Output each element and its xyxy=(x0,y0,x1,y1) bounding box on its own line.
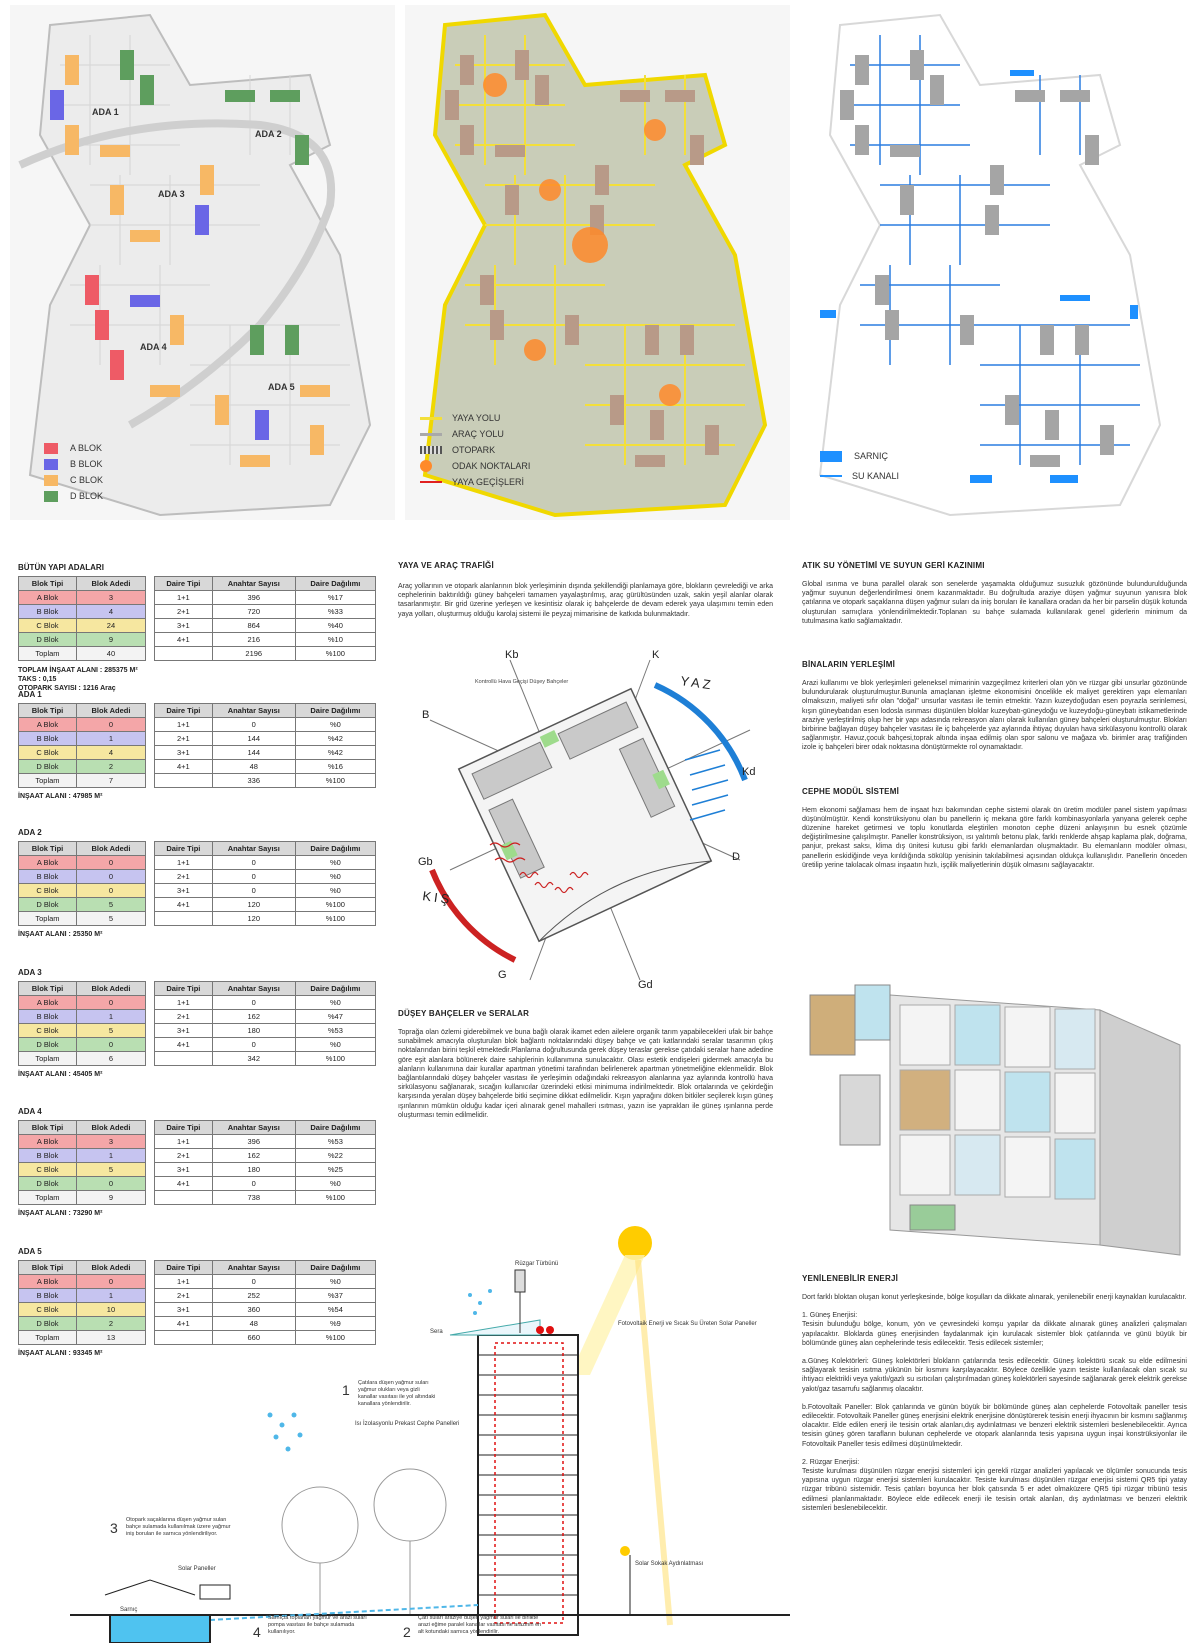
cell: %47 xyxy=(295,1010,375,1024)
cell: A Blok xyxy=(19,718,77,732)
legend-swatch-c xyxy=(44,475,58,486)
cell: 1+1 xyxy=(155,718,213,732)
cell: %0 xyxy=(295,996,375,1010)
cell xyxy=(155,912,213,926)
cell: A Blok xyxy=(19,856,77,870)
cell: 0 xyxy=(76,996,145,1010)
col-header: Daire Tipi xyxy=(155,842,213,856)
cell: C Blok xyxy=(19,1303,77,1317)
facade-title: CEPHE MODÜL SİSTEMİ xyxy=(802,786,899,796)
cell: %16 xyxy=(295,760,375,774)
step-3-text: Otopark saçaklarına düşen yağmur suları bahçe sulamada kullanılmak üzere yağmur iniş boruları ile sarnıca yönlendiriliyor. xyxy=(126,1517,231,1537)
cell: 0 xyxy=(212,884,295,898)
step-4-text: Sarnıçta toplanan yağmur ve arazi suları pompa vasıtası ile bahçe sulamada kullanılıyor. xyxy=(268,1615,367,1635)
water-plan xyxy=(800,5,1185,520)
area-note: İNŞAAT ALANI : 45405 M² xyxy=(18,1071,103,1078)
traffic-title: YAYA VE ARAÇ TRAFİĞİ xyxy=(398,561,494,570)
block-table xyxy=(18,703,146,788)
cell: %9 xyxy=(295,1317,375,1331)
block-type-legend xyxy=(44,440,103,504)
cell: 1 xyxy=(76,1010,145,1024)
cell: %0 xyxy=(295,1177,375,1191)
cell: 660 xyxy=(212,1331,295,1345)
cell: %10 xyxy=(295,633,375,647)
cell: C Blok xyxy=(19,619,77,633)
col-header: Anahtar Sayısı xyxy=(212,982,295,996)
col-header: Blok Adedi xyxy=(76,577,145,591)
legend-swatch-d xyxy=(44,491,58,502)
cell: 4+1 xyxy=(155,898,213,912)
winter-label: KIŞ xyxy=(421,888,454,908)
cell: %100 xyxy=(295,1331,375,1345)
cell: %100 xyxy=(295,898,375,912)
cell: 2 xyxy=(76,760,145,774)
cell: 2+1 xyxy=(155,732,213,746)
cell: %33 xyxy=(295,605,375,619)
col-header: Anahtar Sayısı xyxy=(212,577,295,591)
cell: Toplam xyxy=(19,1191,77,1205)
step-3-num: 3 xyxy=(110,1520,118,1536)
facade-module-illustration xyxy=(800,975,1190,1265)
cell: 4+1 xyxy=(155,1317,213,1331)
cell: 720 xyxy=(212,605,295,619)
col-header: Daire Tipi xyxy=(155,704,213,718)
cell: 2+1 xyxy=(155,1149,213,1163)
cell: 9 xyxy=(76,1191,145,1205)
table-title: ADA 3 xyxy=(18,968,42,977)
cell: A Blok xyxy=(19,1275,77,1289)
cell: 3+1 xyxy=(155,1024,213,1038)
cell: 48 xyxy=(212,1317,295,1331)
cell: B Blok xyxy=(19,1289,77,1303)
cell: 4+1 xyxy=(155,1177,213,1191)
parking-count: OTOPARK SAYISI : 1216 Araç xyxy=(18,685,116,692)
step-2-num: 2 xyxy=(403,1624,411,1640)
cell: 2+1 xyxy=(155,870,213,884)
renew-text-4: b.Fotovoltaik Paneller: Blok çatılarında ve günün büyük bir bölümünde güneş alan cephelerde Fotovoltaik paneller tesis edilecektir. Fotovoltaik Paneller güneş enerjisini elektrik enerjisine dönüştürerek tesisin enerji ihyacının bir kısmını sağlanmış olacaktır. Elde edilen enerji ile tesisin ortak alanları,dış aydınlatması ve benzeri elektrik sistemleri beslenebilecektir. Ayrıca tesisin güneş gören tarafların bulunan cephelerde ve otopark alanlarında tesis yapısına uygun inşai konstrüksiyonlar ile Fotovoltaik Paneller tesis edilmesi düşünülmektedir. xyxy=(802,1403,1187,1448)
col-header: Daire Dağılımı xyxy=(295,704,375,718)
cell: B Blok xyxy=(19,870,77,884)
cell: 0 xyxy=(76,1038,145,1052)
cell: D Blok xyxy=(19,633,77,647)
placement-text: Arazi kullanımı ve blok yerleşimleri geleneksel mimarinin vazgeçilmez kriterleri olan yön ve rüzgar gibi unsurlar gözönünde bulundurularak oluşturulmuştur.Bununla amaçlanan işletme ekonomisini öncelikle ek maliyet gerektiren yapı elemanları olmaksızın, maliyeti sıfır olan "doğal" unsurlar vasıtası ile temin etmektir. Yazın kuzeydoğudan esen poyrazla serinlemesi, kışın güneybatıdan esen lodosla ısınması düşünülen bloklar kuzeybatı-güneydoğu ve kuzeydoğu-güneybatı istikametlerinde araziye yerleştirilmiş olup her bir yapı adasında rekreasyon alanı olarak kullanılan güney bahçeleri oluşturulmuştur. Blokları birbirine bağlayan düşey bahçeler vasıtası ile iç bahçelerde yaz aylarında ihtiyaç duyulan hava sirkülasyonu kontrollü olarak sağlanmıştır. Havuz,çocuk bahçesi,toprak altında inşaa edilmiş olan spor salonu ve mağaza vb. birimler araç trafiğinden izole iç bahçeleri birer odak noktasına dönüştürmekte rol oynamaktadır. xyxy=(802,680,1187,752)
cell: 4 xyxy=(76,746,145,760)
cell: 3 xyxy=(76,591,145,605)
water-legend xyxy=(820,444,899,484)
dir-b: B xyxy=(422,709,430,721)
label-cistern: Sarnıç xyxy=(120,1607,138,1613)
cell: %54 xyxy=(295,1303,375,1317)
cell: 5 xyxy=(76,1024,145,1038)
cell: C Blok xyxy=(19,1163,77,1177)
cell: D Blok xyxy=(19,1317,77,1331)
cell: %53 xyxy=(295,1135,375,1149)
table-title-all: BÜTÜN YAPI ADALARI xyxy=(18,563,104,572)
block-table xyxy=(18,981,146,1066)
cell: %53 xyxy=(295,1024,375,1038)
water-section-diagram xyxy=(70,1225,790,1643)
placement-title: BİNALARIN YERLEŞİMİ xyxy=(802,660,895,670)
cell: 0 xyxy=(76,1275,145,1289)
table-title: ADA 4 xyxy=(18,1107,42,1116)
table-section-ada3 xyxy=(18,968,376,1078)
cell: 0 xyxy=(76,884,145,898)
table-section-ada1 xyxy=(18,690,376,800)
cell: 216 xyxy=(212,633,295,647)
cell: 9 xyxy=(76,633,145,647)
col-header: Blok Adedi xyxy=(76,1261,145,1275)
map-label-ada1: ADA 1 xyxy=(92,107,119,117)
cell: 0 xyxy=(76,718,145,732)
area-note: İNŞAAT ALANI : 25350 M² xyxy=(18,931,103,938)
cell: 1+1 xyxy=(155,996,213,1010)
cell: 162 xyxy=(212,1149,295,1163)
cell: 738 xyxy=(212,1191,295,1205)
cell: 252 xyxy=(212,1289,295,1303)
site-plans-row xyxy=(0,0,1200,530)
cell: 5 xyxy=(76,912,145,926)
traffic-text: Araç yollarının ve otopark alanlarının blok yerleşiminin dışında şekillendiği planlamaya göre, blokların çevrelediği ve arka cephelerinin baktırıldığı güney bahçeleri tamamen yayalaştırılmış, araç gürültüsünden uzak, sakin yeşil alanlar olarak tasarlanmıştır. Bir grid üzerine yerleşen ve kesintisiz olarak iç bahçelerde de devam ederek yaya ulaşımını temin eden yaya yolları, oluşturmuş olduğu karolaj sistemi ile peyzaj mimarisine de katkıda bulunmaktadır. xyxy=(398,583,773,618)
vertical-text: Toprağa olan özlemi giderebilmek ve buna bağlı olarak ikamet eden ailelere organik tarım yapabilecekleri ufak bir bahçe sunabilmek amacıyla oluşturulan blok bağlantı noktalarındaki düşey bahçe ve çatı katlarındaki seralar tasarımın çıkış noktalarından birini teşkil etmektedir.Planlama doğrultusunda gerek düşey teraslar gerekse çatıdaki seralar hane adedine göre eşit alanlara bölünerek daire sahiplerinin kullanımına sunulacaktır. Olası estetik endişeleri gidermek amacıyla bu alanların kullanımına dair kurallar apartman yönetimi tarafından belirlenerek apartman yönetmeliğine eklenmelidir. Blok bağlantılarındaki düşey bahçeler vasıtası ile yerleşimin odağındaki rekreasyon alanlarına yaz aylarında kontrollü hava sirkülasyonu sağlanarak, sıcağın kullanıcılar üzerindeki etkisi minimuma indirilmektedir. Blok ortalarında ve çekirdeğin karşısında yeralan düşey bahçelerde bitki seçimine dikkat edilmelidir. Kışın yaprağını döken bitkiler seçilerek kışın güneş ışınlarının mümkün olduğu kadar içeri alınarak genel mahalleri ısıtması, yazın ise yaprakları ile güneş ışınlarına perde oluşturması temin edilmelidir. xyxy=(398,1029,773,1119)
unit-table xyxy=(154,841,376,926)
cell xyxy=(155,1052,213,1066)
col-header: Daire Dağılımı xyxy=(295,1261,375,1275)
cell: Toplam xyxy=(19,774,77,788)
cell: B Blok xyxy=(19,1149,77,1163)
cell: D Blok xyxy=(19,1177,77,1191)
legend-swatch-b xyxy=(44,459,58,470)
dir-kd: Kd xyxy=(742,766,756,778)
middle-column xyxy=(398,561,773,619)
cell: 360 xyxy=(212,1303,295,1317)
cell: %100 xyxy=(295,774,375,788)
cell: 5 xyxy=(76,898,145,912)
cell: 48 xyxy=(212,760,295,774)
cell: Toplam xyxy=(19,1331,77,1345)
cell: 1+1 xyxy=(155,1275,213,1289)
label-turbine: Rüzgar Türbünü xyxy=(515,1261,559,1267)
summer-label: YAZ xyxy=(679,673,715,693)
step-4-num: 4 xyxy=(253,1624,261,1640)
cell: %40 xyxy=(295,619,375,633)
unit-table xyxy=(154,981,376,1066)
cell: %0 xyxy=(295,856,375,870)
col-header: Blok Tipi xyxy=(19,1261,77,1275)
cell: 0 xyxy=(212,718,295,732)
unit-table xyxy=(154,1120,376,1205)
map-label-ada2: ADA 2 xyxy=(255,129,282,139)
dir-gb: Gb xyxy=(418,856,433,868)
cell: 4 xyxy=(76,605,145,619)
step-2-text: Çatı suları araziye düşen yağmur suları ile birlikte arazi eğime paralel kanallar vasıtası ile arazinin en alt kotundaki sarnıca yönlendirilir. xyxy=(418,1615,542,1635)
renewable-energy xyxy=(802,1274,1187,1513)
cell: 4+1 xyxy=(155,633,213,647)
cell: 2+1 xyxy=(155,605,213,619)
cell: 2 xyxy=(76,1317,145,1331)
traffic-legend xyxy=(420,410,530,490)
cell: 3+1 xyxy=(155,619,213,633)
cell: 1+1 xyxy=(155,1135,213,1149)
facade-text: Hem ekonomi sağlaması hem de inşaat hızı bakımından cephe sistemi olarak ön üretim modüler panel sistem yapılması düşünülmüştür. Kendi konstrüksiyonu olan bu panellerin iç mekana göre farklı kombinasyonlarla yanyana gelerek cephe düzenine hareket getirmesi ve toplu konutlarda eleştirilen monoton cephe düzeni anlayışının bu esnek çözümle değiştirilmesine çalışılmıştır. Paneller konstrüksiyon, ısı yalıtımlı betonu plak, farklı renklerde ahşap kaplama plak, doğrama, panjur, prekast saksı, klima dış ünitesi kutusu gibi farklı elemanlardan oluşmaktadır. Bu elemanların modüler olması, panellerin eskidiğinde veya kırıldığında sökülüp yenisinin takılabilmesi açısından oldukça kullanışlıdır. Panellerin önceden üretilip yerine takılacak olması inşaatın hızlı, işçilik maliyetlerinin düşük olmasını sağlayacaktır. xyxy=(802,806,1187,869)
orientation-diagram xyxy=(418,649,770,991)
cell: 2+1 xyxy=(155,1010,213,1024)
cell: 120 xyxy=(212,912,295,926)
col-header: Blok Tipi xyxy=(19,982,77,996)
renew-text-5: 2. Rüzgar Enerjisi: xyxy=(802,1458,860,1466)
cell: 4+1 xyxy=(155,760,213,774)
table-title: ADA 2 xyxy=(18,828,42,837)
renew-text-0: Dort farklı bloktan oluşan konut yerleşkesinde, bölge koşulları da dikkate alınarak, yenilenebilir enerji kaynakları kurulacaktır. xyxy=(802,1294,1187,1301)
cell: %0 xyxy=(295,1275,375,1289)
dir-kb: Kb xyxy=(505,649,519,661)
cell: 120 xyxy=(212,898,295,912)
label-solar-panels: Solar Paneller xyxy=(178,1566,216,1572)
airflow-note: Kontrollü Hava Geçişi Düşey Bahçeler xyxy=(475,679,569,685)
cell: 4+1 xyxy=(155,1038,213,1052)
cell: Toplam xyxy=(19,1052,77,1066)
col-header: Daire Dağılımı xyxy=(295,982,375,996)
renew-text-2: Tesisin bulunduğu bölge, konum, yön ve çevresindeki komşu yapılar da dikkate alınarak güneş analizleri çalışmaları yapılacaktır. Bloklarda güneş enerjisinden faydalanmak için kurulacak sistemler blok çatılarında ve günü büyük bir bölümünde güneş alan cephelerinde tesis edilecektir. Tesis edilecek sistemler; xyxy=(802,1321,1187,1347)
cell: %100 xyxy=(295,1191,375,1205)
legend-label: SU KANALI xyxy=(852,471,900,481)
col-header: Daire Dağılımı xyxy=(295,1121,375,1135)
cell: 13 xyxy=(76,1331,145,1345)
cell: 3+1 xyxy=(155,746,213,760)
dir-k: K xyxy=(652,649,660,661)
sun-icon xyxy=(618,1226,652,1260)
col-header: Daire Tipi xyxy=(155,1121,213,1135)
area-note: İNŞAAT ALANI : 47985 M² xyxy=(18,793,103,800)
cell: 0 xyxy=(76,856,145,870)
cell: 6 xyxy=(76,1052,145,1066)
col-header: Daire Tipi xyxy=(155,982,213,996)
cell: %100 xyxy=(295,912,375,926)
map-label-ada5: ADA 5 xyxy=(268,382,295,392)
area-note: İNŞAAT ALANI : 93345 M² xyxy=(18,1350,103,1357)
cell: Toplam xyxy=(19,647,77,661)
col-header: Anahtar Sayısı xyxy=(212,704,295,718)
col-header: Blok Tipi xyxy=(19,842,77,856)
col-header: Anahtar Sayısı xyxy=(212,842,295,856)
cell: A Blok xyxy=(19,996,77,1010)
cell: 162 xyxy=(212,1010,295,1024)
legend-label: C BLOK xyxy=(70,475,104,485)
legend-label: OTOPARK xyxy=(452,445,496,455)
cell: 0 xyxy=(212,856,295,870)
cell: %100 xyxy=(295,1052,375,1066)
cell: 0 xyxy=(212,996,295,1010)
dir-gd: Gd xyxy=(638,979,653,991)
col-header: Blok Tipi xyxy=(19,577,77,591)
total-area: TOPLAM İNŞAAT ALANI : 285375 M² xyxy=(18,667,138,674)
map-label-ada3: ADA 3 xyxy=(158,189,185,199)
waste-title: ATIK SU YÖNETİMİ VE SUYUN GERİ KAZINIMI xyxy=(802,561,985,570)
col-header: Blok Tipi xyxy=(19,704,77,718)
unit-table-all xyxy=(154,576,376,661)
cell: 0 xyxy=(212,870,295,884)
label-pv: Fotovoltaik Enerji ve Sıcak Su Üreten Solar Paneller xyxy=(618,1321,757,1327)
col-header: Daire Dağılımı xyxy=(295,842,375,856)
cell: 0 xyxy=(212,1038,295,1052)
cell: B Blok xyxy=(19,605,77,619)
hatch-icon xyxy=(420,446,442,454)
cell xyxy=(155,1191,213,1205)
cell: C Blok xyxy=(19,1024,77,1038)
table-title: ADA 5 xyxy=(18,1247,42,1256)
cell: 3+1 xyxy=(155,1303,213,1317)
red-arrow-icon xyxy=(420,481,442,483)
cell: 180 xyxy=(212,1024,295,1038)
block-table xyxy=(18,1120,146,1205)
col-header: Anahtar Sayısı xyxy=(212,1261,295,1275)
cell: 396 xyxy=(212,1135,295,1149)
renew-text-1: 1. Güneş Enerjisi: xyxy=(802,1312,858,1320)
col-header: Daire Dağılımı xyxy=(295,577,375,591)
legend-label: YAYA YOLU xyxy=(452,413,501,423)
cell: C Blok xyxy=(19,746,77,760)
blue-block-icon xyxy=(820,451,842,462)
legend-label: A BLOK xyxy=(70,443,103,453)
cell: 2+1 xyxy=(155,1289,213,1303)
cell xyxy=(155,647,213,661)
cell: %0 xyxy=(295,870,375,884)
cell: D Blok xyxy=(19,1038,77,1052)
cell: 3+1 xyxy=(155,1163,213,1177)
label-greenhouse: Sera xyxy=(430,1329,443,1335)
grey-line-icon xyxy=(420,433,442,436)
area-note: İNŞAAT ALANI : 73290 M² xyxy=(18,1210,103,1217)
cell: 24 xyxy=(76,619,145,633)
cell: 0 xyxy=(76,1177,145,1191)
cell: 0 xyxy=(76,870,145,884)
cell: D Blok xyxy=(19,898,77,912)
cell: %0 xyxy=(295,884,375,898)
cell: 1+1 xyxy=(155,856,213,870)
renew-title: YENİLENEBİLİR ENERJİ xyxy=(802,1274,899,1283)
vertical-title: DÜŞEY BAHÇELER ve SERALAR xyxy=(398,1009,530,1018)
cell: 180 xyxy=(212,1163,295,1177)
taks: TAKS : 0,15 xyxy=(18,676,57,683)
cell: 40 xyxy=(76,647,145,661)
cell: B Blok xyxy=(19,732,77,746)
cell: 2196 xyxy=(212,647,295,661)
unit-table xyxy=(154,703,376,788)
map-label-ada4: ADA 4 xyxy=(140,342,167,352)
cell: 144 xyxy=(212,746,295,760)
label-precast: Isı İzolasyonlu Prekast Cephe Panelleri xyxy=(355,1421,460,1427)
cell: 1 xyxy=(76,732,145,746)
label-street-light: Solar Sokak Aydınlatması xyxy=(635,1561,704,1567)
legend-label: YAYA GEÇİŞLERİ xyxy=(452,477,525,487)
cell: 336 xyxy=(212,774,295,788)
legend-label: SARNIÇ xyxy=(854,451,889,461)
cell: %22 xyxy=(295,1149,375,1163)
col-header: Blok Adedi xyxy=(76,982,145,996)
renew-text-6: Tesiste kurulması düşünülen rüzgar enerjisi sistemleri için gerekli rüzgar analizleri yapılacak ve ölçümler sonucunda tesis yapısına uygun rüzgar enerjisi sistemleri kurulacaktır. Tesiste kurulması düşünülen rüzgar enerjisi sistemi QR5 tipi yatay rüzgar tribünü sistemidir. Tesis çatıları boyunca her blok çatısında 5 er adet olmaküzere QR5 tipi rüzgar tribünü tesis edilmesi planlanmaktadır. Böylece elde edilecek enerji ile tesisin ortak alanları, dış aydınlatması ve benzeri elektrik sistemleri beslenebilecektir. xyxy=(802,1468,1187,1512)
yellow-line-icon xyxy=(420,417,442,420)
cell: %17 xyxy=(295,591,375,605)
col-header: Blok Adedi xyxy=(76,842,145,856)
cell: %100 xyxy=(295,647,375,661)
cell: %42 xyxy=(295,746,375,760)
vertical-gardens xyxy=(398,1009,773,1120)
cell: 5 xyxy=(76,1163,145,1177)
legend-swatch-a xyxy=(44,443,58,454)
cell: 342 xyxy=(212,1052,295,1066)
cell: %42 xyxy=(295,732,375,746)
waste-text: Global ısınma ve buna parallel olarak son senelerde yaşamakta olduğumuz susuzluk gözönünde bulundurulduğunda yağmur suyunun değerlendirilmesi önem kazanmaktadır. Bu doğrultuda araziye düşen yağmur suyunun yanısıra blok çatılarına ve otopark saçaklarına düşen yağmur suları da iniş boruları ile kanallara oradan da her bir parselin düşük kotunda oluşturulan sarnıçlara yönlendirilmektedir.Toplanan su bahçe sulamada kullanılarak genel giderlerin minimum da tutulmasına katkı sağlamaktadır. xyxy=(802,581,1187,625)
cell: 0 xyxy=(212,1177,295,1191)
dir-d: D xyxy=(732,851,740,863)
step-1-num: 1 xyxy=(342,1382,350,1398)
cell: %0 xyxy=(295,718,375,732)
cell: 396 xyxy=(212,591,295,605)
cell: %25 xyxy=(295,1163,375,1177)
cell: Toplam xyxy=(19,912,77,926)
cell: B Blok xyxy=(19,1010,77,1024)
cell: 144 xyxy=(212,732,295,746)
cell: 3+1 xyxy=(155,884,213,898)
table-section-ada2 xyxy=(18,828,376,938)
legend-label: B BLOK xyxy=(70,459,103,469)
cell: D Blok xyxy=(19,760,77,774)
step-1-text: Çatılara düşen yağmur suları yağmur olukları veya gizli kanallar vasıtası ile yol altındaki kanallara yönlendirilir. xyxy=(358,1380,436,1407)
cell: 1+1 xyxy=(155,591,213,605)
cell: 7 xyxy=(76,774,145,788)
renew-text-3: a.Güneş Kolektörleri: Güneş kolektörleri blokların çatılarında tesis edilecektir. Güneş kolektörü sıcak su elde edilmesini sağlayarak tesisin ısıtma yükünün bir kısmını karşılayacaktır. Böylece özellikle yazın tesiste kullanılacak olan sıcak su ihtiyacı elektrikli veya yakıtlı/gazlı su ısıtıcıları çalıştırılmadan güneş kolektörleri sayesinde sağlanarak gerek elektrik gerekse yakıt/gaz tasarrufu sağlanmış olacaktır. xyxy=(802,1358,1187,1393)
cell: 864 xyxy=(212,619,295,633)
block-table xyxy=(18,841,146,926)
col-header: Blok Adedi xyxy=(76,704,145,718)
cell: 1 xyxy=(76,1149,145,1163)
cell: A Blok xyxy=(19,1135,77,1149)
col-header: Anahtar Sayısı xyxy=(212,1121,295,1135)
col-header: Daire Tipi xyxy=(155,1261,213,1275)
cell: 3 xyxy=(76,1135,145,1149)
right-column-top xyxy=(802,561,1187,870)
col-header: Blok Adedi xyxy=(76,1121,145,1135)
col-header: Daire Tipi xyxy=(155,577,213,591)
orange-dot-icon xyxy=(420,460,432,472)
legend-label: D BLOK xyxy=(70,491,104,501)
block-table-all xyxy=(18,576,146,661)
table-section-ada4 xyxy=(18,1107,376,1217)
legend-label: ODAK NOKTALARI xyxy=(452,461,531,471)
legend-label: ARAÇ YOLU xyxy=(452,429,504,439)
blue-line-icon xyxy=(820,475,842,477)
col-header: Blok Tipi xyxy=(19,1121,77,1135)
cell: %0 xyxy=(295,1038,375,1052)
cell xyxy=(155,774,213,788)
cell: %37 xyxy=(295,1289,375,1303)
cell: C Blok xyxy=(19,884,77,898)
cell: 10 xyxy=(76,1303,145,1317)
dir-g: G xyxy=(498,969,507,981)
table-title: ADA 1 xyxy=(18,690,42,699)
cell: 1 xyxy=(76,1289,145,1303)
cell: A Blok xyxy=(19,591,77,605)
cell: 0 xyxy=(212,1275,295,1289)
